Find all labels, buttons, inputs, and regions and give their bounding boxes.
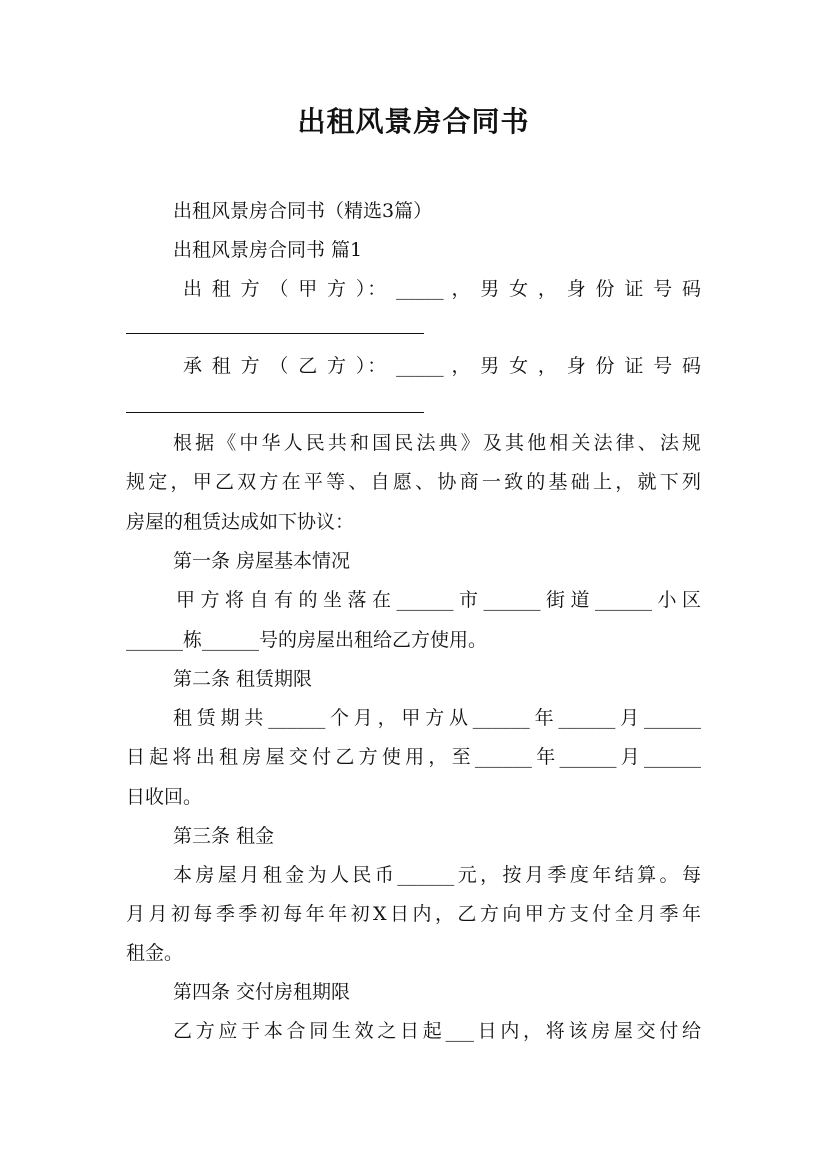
clause-3-heading: 第三条 租金 [173, 825, 275, 847]
clause-1-line-2: ______栋______号的房屋出租给乙方使用。 [126, 629, 488, 651]
clause-2-line-1: 租赁期共______个月，甲方从______年______月______ [173, 707, 701, 729]
lessor-line: 出 租 方 （ 甲 方 ）： _____ ， 男 女 ， 身 份 证 号 码 [183, 278, 701, 300]
clause-3-line-3: 租金。 [126, 942, 184, 964]
clause-1-heading: 第一条 房屋基本情况 [173, 550, 351, 572]
clause-2-line-3: 日收回。 [126, 786, 203, 808]
lessee-line: 承 租 方 （ 乙 方 ）： _____ ， 男 女 ， 身 份 证 号 码 [183, 355, 701, 377]
preamble-line-2: 规定，甲乙双方在平等、自愿、协商一致的基础上，就下列 [126, 471, 701, 493]
clause-3-line-2: 月月初每季季初每年年初X日内，乙方向甲方支付全月季年 [126, 903, 701, 925]
lessee-id-blank [126, 412, 424, 413]
collection-subtitle: 出租风景房合同书（精选3篇） [173, 200, 433, 222]
clause-1-line-1: 甲方将自有的坐落在______市______街道______小区 [176, 589, 701, 611]
preamble-line-1: 根据《中华人民共和国民法典》及其他相关法律、法规 [173, 432, 701, 454]
clause-2-line-2: 日起将出租房屋交付乙方使用，至______年______月______ [126, 746, 701, 768]
clause-2-heading: 第二条 租赁期限 [173, 668, 313, 690]
article-heading: 出租风景房合同书 篇1 [173, 239, 363, 261]
clause-4-line-1: 乙方应于本合同生效之日起___日内，将该房屋交付给 [173, 1020, 701, 1042]
clause-3-line-1: 本房屋月租金为人民币______元，按月季度年结算。每 [173, 864, 701, 886]
lessor-id-blank [126, 333, 424, 334]
clause-4-heading: 第四条 交付房租期限 [173, 981, 351, 1003]
preamble-line-3: 房屋的租赁达成如下协议： [126, 511, 355, 533]
document-title: 出租风景房合同书 [297, 105, 530, 138]
